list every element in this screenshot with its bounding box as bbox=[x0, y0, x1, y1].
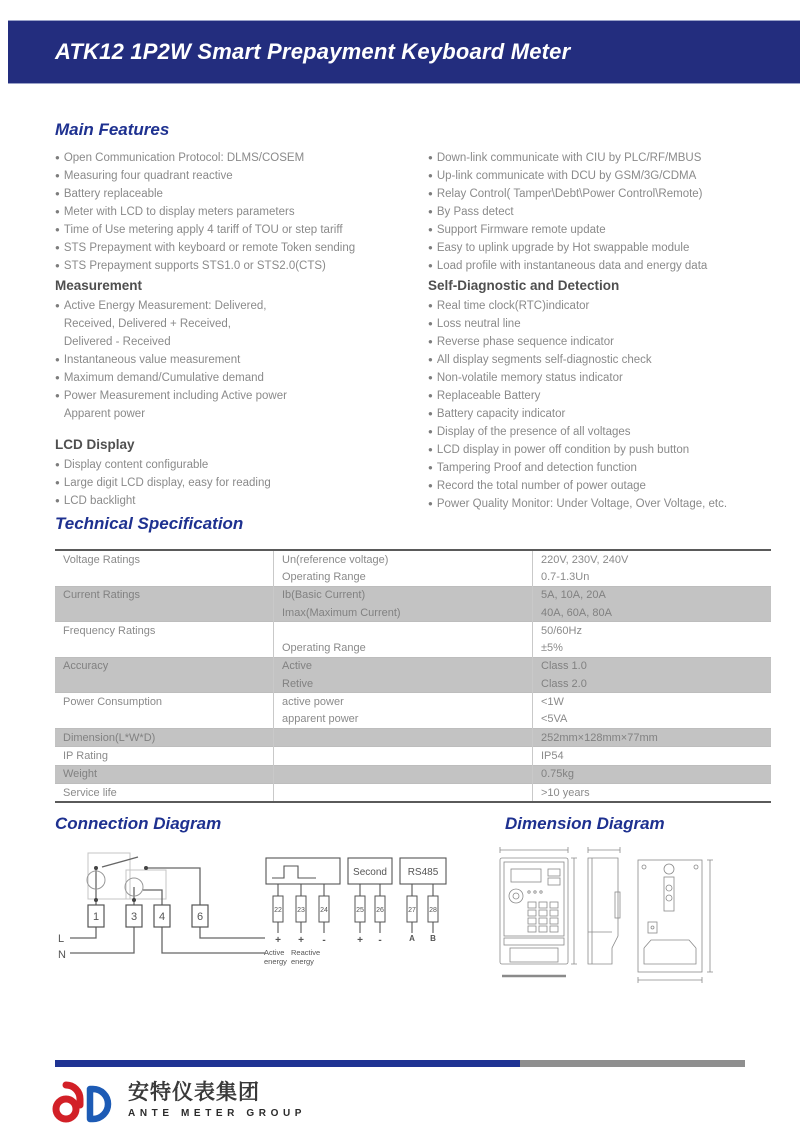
measurement-list bbox=[55, 297, 425, 423]
list-item-text: Instantaneous value measurement bbox=[63, 354, 241, 366]
list-item-text: Load profile with instantaneous data and energy data bbox=[436, 260, 708, 272]
spec-cell: 5A, 10A, 20A bbox=[533, 586, 772, 604]
footer-divider-bar bbox=[55, 1060, 745, 1067]
bullet-icon: ● bbox=[55, 261, 60, 270]
lcd-item bbox=[55, 456, 425, 474]
spec-cell: Retive bbox=[274, 675, 533, 693]
spec-cell: 0.7-1.3Un bbox=[541, 570, 590, 583]
measurement-item bbox=[55, 387, 425, 405]
terminal-26-label: 26 bbox=[376, 907, 384, 914]
diagnostic-item bbox=[428, 333, 788, 351]
lcd-display-list bbox=[55, 456, 425, 510]
spec-cell: Voltage Ratings bbox=[55, 550, 274, 568]
pulse-polarity-2: + bbox=[298, 935, 304, 946]
feature-item bbox=[428, 239, 788, 257]
spec-cell bbox=[274, 728, 533, 746]
measurement-item bbox=[55, 369, 425, 387]
measurement-item bbox=[55, 297, 425, 315]
diagnostic-item bbox=[428, 351, 788, 369]
spec-cell bbox=[274, 622, 533, 640]
spec-cell: 40A, 60A, 80A bbox=[533, 604, 772, 622]
bullet-icon: ● bbox=[55, 496, 60, 505]
terminal-28-label: 28 bbox=[429, 907, 437, 914]
bullet-icon: ● bbox=[428, 481, 433, 490]
diagnostic-item bbox=[428, 387, 788, 405]
spec-row bbox=[55, 568, 771, 586]
spec-cell: Un(reference voltage) bbox=[274, 550, 533, 568]
diagnostic-item bbox=[428, 495, 788, 513]
polarity-symbols bbox=[275, 934, 436, 946]
list-item-text: Relay Control( Tamper\Debt\Power Control\Remote) bbox=[436, 188, 703, 200]
list-item-text: Apparent power bbox=[63, 408, 146, 420]
footer-bar-gray-segment bbox=[520, 1060, 745, 1067]
spec-row bbox=[55, 693, 771, 711]
bullet-icon: ● bbox=[55, 478, 60, 487]
line-n-label: N bbox=[58, 949, 66, 961]
feature-item bbox=[55, 185, 425, 203]
list-item-text: Meter with LCD to display meters parameters bbox=[63, 206, 295, 218]
spec-cell: >10 years bbox=[533, 783, 772, 802]
list-item-text: Display of the presence of all voltages bbox=[436, 426, 631, 438]
bullet-icon: ● bbox=[55, 207, 60, 216]
connection-diagram-wiring bbox=[50, 840, 270, 985]
list-item-text: Time of Use metering apply 4 tariff of TOU or step tariff bbox=[63, 224, 343, 236]
feature-item bbox=[428, 149, 788, 167]
list-item-text: All display segments self-diagnostic check bbox=[436, 354, 652, 366]
company-logo bbox=[46, 1072, 306, 1128]
terminal-23-label: 23 bbox=[297, 907, 305, 914]
bullet-icon: ● bbox=[428, 409, 433, 418]
lcd-item bbox=[55, 474, 425, 492]
list-item-text: Non-volatile memory status indicator bbox=[436, 372, 623, 384]
list-item-text: Tampering Proof and detection function bbox=[436, 462, 637, 474]
spec-cell: apparent power bbox=[274, 711, 533, 729]
diagnostic-item bbox=[428, 423, 788, 441]
bullet-icon: ● bbox=[428, 445, 433, 454]
list-item-text: Easy to uplink upgrade by Hot swappable module bbox=[436, 242, 690, 254]
feature-item bbox=[428, 257, 788, 275]
spec-cell bbox=[274, 765, 533, 783]
bullet-icon: ● bbox=[428, 225, 433, 234]
diagnostic-item bbox=[428, 297, 788, 315]
meter-rear-view bbox=[638, 860, 713, 983]
spec-row bbox=[55, 622, 771, 640]
spec-cell: Active bbox=[274, 657, 533, 675]
spec-cell: Class 1.0 bbox=[533, 657, 772, 675]
list-item-text: Support Firmware remote update bbox=[436, 224, 606, 236]
spec-cell: Frequency Ratings bbox=[55, 622, 274, 640]
list-item-text: Down-link communicate with CIU by PLC/RF/MBUS bbox=[436, 152, 702, 164]
lcd-item bbox=[55, 492, 425, 510]
second-polarity-1: + bbox=[357, 935, 363, 946]
rs485-a-label: A bbox=[409, 934, 415, 943]
list-item-text: Battery replaceable bbox=[63, 188, 163, 200]
spec-cell: Operating Range bbox=[274, 639, 533, 657]
pulse-polarity-3: - bbox=[322, 935, 326, 946]
spec-row bbox=[55, 728, 771, 746]
spec-row bbox=[55, 711, 771, 729]
bullet-icon: ● bbox=[55, 171, 60, 180]
feature-item bbox=[55, 149, 425, 167]
list-item-text: Open Communication Protocol: DLMS/COSEM bbox=[63, 152, 305, 164]
technical-specification-table bbox=[55, 549, 771, 803]
measurement-item bbox=[55, 351, 425, 369]
reactive-energy-label-line1: Reactive bbox=[291, 948, 321, 957]
spec-cell: <5VA bbox=[541, 713, 568, 726]
technical-specification-heading: Technical Specification bbox=[55, 514, 244, 533]
active-energy-label-line1: Active bbox=[264, 948, 285, 957]
spec-cell bbox=[55, 675, 274, 693]
energy-labels bbox=[264, 948, 320, 966]
reactive-energy-label-line2: energy bbox=[291, 957, 314, 966]
list-item-text: Display content configurable bbox=[63, 459, 209, 471]
spec-cell: Dimension(L*W*D) bbox=[55, 728, 274, 746]
bullet-icon: ● bbox=[55, 243, 60, 252]
pulse-output-box bbox=[266, 858, 340, 884]
feature-item bbox=[428, 185, 788, 203]
rs485-box-label: RS485 bbox=[407, 867, 439, 878]
spec-row bbox=[55, 586, 771, 604]
terminal-boxes bbox=[88, 905, 208, 927]
feature-item bbox=[55, 221, 425, 239]
terminal-25-label: 25 bbox=[356, 907, 364, 914]
spec-cell bbox=[55, 568, 274, 586]
list-item-text: Large digit LCD display, easy for reading bbox=[63, 477, 271, 489]
diagnostic-item bbox=[428, 441, 788, 459]
header-banner bbox=[8, 20, 800, 84]
rs485-b-label: B bbox=[430, 934, 436, 943]
terminal-1-label: 1 bbox=[92, 911, 100, 923]
feature-item bbox=[55, 167, 425, 185]
spec-row bbox=[55, 765, 771, 783]
bullet-icon: ● bbox=[428, 189, 433, 198]
feature-item bbox=[428, 167, 788, 185]
spec-cell: Accuracy bbox=[55, 657, 274, 675]
bullet-icon: ● bbox=[428, 391, 433, 400]
list-item-text: Active Energy Measurement: Delivered, bbox=[63, 300, 267, 312]
feature-item bbox=[428, 203, 788, 221]
list-item-text: STS Prepayment supports STS1.0 or STS2.0(CTS) bbox=[63, 260, 326, 272]
logo-chinese-name: 安特仪表集团 bbox=[128, 1081, 260, 1104]
self-diagnostic-list bbox=[428, 297, 788, 513]
list-item-text: LCD display in power off condition by push button bbox=[436, 444, 690, 456]
spec-cell: Class 2.0 bbox=[533, 675, 772, 693]
bullet-icon: ● bbox=[55, 189, 60, 198]
diagnostic-item bbox=[428, 405, 788, 423]
diagnostic-item bbox=[428, 369, 788, 387]
terminal-4-label: 4 bbox=[158, 911, 166, 923]
bullet-icon: ● bbox=[428, 427, 433, 436]
list-item-text: STS Prepayment with keyboard or remote Token sending bbox=[63, 242, 356, 254]
page-title: ATK12 1P2W Smart Prepayment Keyboard Meter bbox=[55, 39, 571, 64]
bullet-icon: ● bbox=[428, 153, 433, 162]
bullet-icon: ● bbox=[428, 373, 433, 382]
output-terminals bbox=[273, 896, 438, 922]
spec-row bbox=[55, 604, 771, 622]
lcd-display-heading: LCD Display bbox=[55, 437, 135, 452]
bullet-icon: ● bbox=[55, 355, 60, 364]
feature-item bbox=[55, 257, 425, 275]
spec-cell: Ib(Basic Current) bbox=[274, 586, 533, 604]
list-item-text: Reverse phase sequence indicator bbox=[436, 336, 614, 348]
self-diagnostic-heading: Self-Diagnostic and Detection bbox=[428, 278, 620, 293]
diagnostic-item bbox=[428, 315, 788, 333]
main-features-right-list bbox=[428, 149, 788, 275]
bullet-icon: ● bbox=[55, 153, 60, 162]
bullet-icon: ● bbox=[428, 337, 433, 346]
meter-side-view bbox=[588, 847, 620, 964]
main-features-heading: Main Features bbox=[55, 120, 170, 139]
feature-item bbox=[428, 221, 788, 239]
measurement-heading: Measurement bbox=[55, 278, 143, 293]
spec-table-body bbox=[55, 550, 771, 802]
spec-row bbox=[55, 550, 771, 568]
spec-cell bbox=[55, 604, 274, 622]
list-item-text: Loss neutral line bbox=[436, 318, 521, 330]
spec-cell: Service life bbox=[55, 783, 274, 802]
bullet-icon: ● bbox=[55, 460, 60, 469]
logo-text-block bbox=[128, 1081, 306, 1119]
bullet-icon: ● bbox=[428, 261, 433, 270]
list-item-text: Received, Delivered + Received, bbox=[63, 318, 231, 330]
second-polarity-2: - bbox=[378, 935, 382, 946]
list-item-text: Real time clock(RTC)indicator bbox=[436, 300, 590, 312]
bullet-icon: ● bbox=[55, 391, 60, 400]
feature-item bbox=[55, 203, 425, 221]
bullet-icon: ● bbox=[428, 207, 433, 216]
bullet-icon: ● bbox=[428, 463, 433, 472]
spec-cell: Operating Range bbox=[274, 568, 533, 586]
logo-english-name: ANTE METER GROUP bbox=[128, 1108, 307, 1119]
spec-row bbox=[55, 657, 771, 675]
spec-cell: 220V, 230V, 240V bbox=[541, 553, 629, 566]
spec-row bbox=[55, 675, 771, 693]
list-item-text: Delivered - Received bbox=[63, 336, 171, 348]
main-features-left-list bbox=[55, 149, 425, 275]
bullet-icon: ● bbox=[428, 301, 433, 310]
spec-cell: Weight bbox=[55, 765, 274, 783]
spec-cell: IP Rating bbox=[55, 747, 274, 765]
bullet-icon: ● bbox=[428, 355, 433, 364]
feature-item bbox=[55, 239, 425, 257]
terminal-24-label: 24 bbox=[320, 907, 328, 914]
junction-dots bbox=[94, 866, 148, 902]
bullet-icon: ● bbox=[428, 243, 433, 252]
spec-row bbox=[55, 747, 771, 765]
spec-row bbox=[55, 639, 771, 657]
spec-row bbox=[55, 783, 771, 802]
bullet-icon: ● bbox=[428, 319, 433, 328]
list-item-text: Power Quality Monitor: Under Voltage, Over Voltage, etc. bbox=[436, 498, 728, 510]
terminal-27-label: 27 bbox=[408, 907, 416, 914]
spec-cell: ±5% bbox=[541, 642, 563, 655]
dimension-diagram-heading: Dimension Diagram bbox=[505, 814, 665, 833]
second-box-label: Second bbox=[353, 867, 387, 878]
list-item-text: Power Measurement including Active power bbox=[63, 390, 287, 402]
dimension-diagram-drawings bbox=[488, 836, 738, 986]
bullet-icon: ● bbox=[55, 225, 60, 234]
spec-cell: Current Ratings bbox=[55, 586, 274, 604]
spec-cell bbox=[55, 639, 274, 657]
spec-cell: <1W bbox=[533, 693, 772, 711]
bullet-icon: ● bbox=[428, 499, 433, 508]
terminal-3-label: 3 bbox=[130, 911, 138, 923]
spec-cell: 252mm×128mm×77mm bbox=[533, 728, 772, 746]
spec-cell: 50/60Hz bbox=[533, 622, 772, 640]
list-item-text: Record the total number of power outage bbox=[436, 480, 646, 492]
list-item-text: Replaceable Battery bbox=[436, 390, 541, 402]
bullet-icon: ● bbox=[55, 373, 60, 382]
terminal-22-label: 22 bbox=[274, 907, 282, 914]
pulse-polarity-1: + bbox=[275, 935, 281, 946]
meter-front-view bbox=[500, 847, 577, 976]
diagnostic-item bbox=[428, 459, 788, 477]
list-item-text: Battery capacity indicator bbox=[436, 408, 566, 420]
line-l-label: L bbox=[58, 933, 65, 945]
spec-cell bbox=[274, 747, 533, 765]
list-item-text: LCD backlight bbox=[63, 495, 136, 507]
list-item-text: Measuring four quadrant reactive bbox=[63, 170, 233, 182]
bullet-icon: ● bbox=[428, 171, 433, 180]
list-item-text: Maximum demand/Cumulative demand bbox=[63, 372, 264, 384]
list-item-text: By Pass detect bbox=[436, 206, 514, 218]
spec-cell: 0.75kg bbox=[533, 765, 772, 783]
spec-cell bbox=[274, 783, 533, 802]
spec-cell bbox=[55, 711, 274, 729]
measurement-item bbox=[55, 405, 425, 423]
measurement-item bbox=[55, 315, 425, 333]
diagnostic-item bbox=[428, 477, 788, 495]
spec-cell: Imax(Maximum Current) bbox=[274, 604, 533, 622]
spec-cell: active power bbox=[274, 693, 533, 711]
terminal-6-label: 6 bbox=[196, 911, 204, 923]
spec-cell: IP54 bbox=[533, 747, 772, 765]
list-item-text: Up-link communicate with DCU by GSM/3G/CDMA bbox=[436, 170, 697, 182]
footer-bar-blue-segment bbox=[55, 1060, 520, 1067]
connection-diagram-outputs bbox=[258, 840, 468, 990]
active-energy-label-line2: energy bbox=[264, 957, 287, 966]
connection-diagram-heading: Connection Diagram bbox=[55, 814, 222, 833]
measurement-item bbox=[55, 333, 425, 351]
ante-logo-icon bbox=[46, 1072, 118, 1128]
bullet-icon: ● bbox=[55, 301, 60, 310]
spec-cell: Power Consumption bbox=[55, 693, 274, 711]
